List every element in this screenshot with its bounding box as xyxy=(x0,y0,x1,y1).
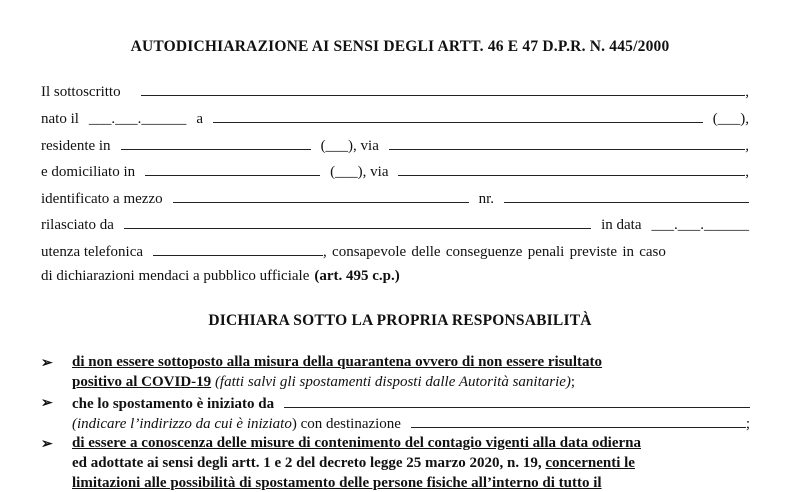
nato-label: nato il xyxy=(41,111,79,127)
rilasciato-label: rilasciato da xyxy=(41,217,114,233)
comma: , xyxy=(745,164,749,180)
issuer-blank[interactable] xyxy=(124,215,591,229)
residenza-row xyxy=(41,136,749,156)
birth-date-blank[interactable]: ___.___.______ xyxy=(88,111,187,127)
bullet2-line1 xyxy=(72,394,750,413)
domicile-province-via: (___), via xyxy=(330,164,389,180)
document-type-blank[interactable] xyxy=(173,189,469,203)
document-number-blank[interactable] xyxy=(504,189,749,203)
bullet3-decree: ed adottate ai sensi degli artt. 1 e 2 del decreto legge 25 marzo 2020, n. 19, xyxy=(72,455,542,471)
bullet2-line2 xyxy=(72,414,750,433)
in-data-label: in data xyxy=(601,217,642,233)
birth-province-blank[interactable]: (___), xyxy=(712,111,749,127)
nr-label: nr. xyxy=(478,191,495,207)
origin-address-blank[interactable] xyxy=(284,394,750,408)
bullet3-line1: di essere a conoscenza delle misure di contenimento del contagio vigenti alla data odierna xyxy=(72,435,641,451)
consapevole-text: , consapevole delle conseguenze penali previste in caso xyxy=(323,244,666,260)
issue-date-blank[interactable]: ___.___.______ xyxy=(651,217,749,233)
identificazione-row xyxy=(41,189,749,209)
bullet1-note: (fatti salvi gli spostamenti disposti dalle Autorità sanitarie) xyxy=(214,374,571,390)
birth-place-blank[interactable] xyxy=(213,109,703,123)
residence-province-via: (___), via xyxy=(320,138,379,154)
mendaci-row xyxy=(41,268,749,288)
comma: , xyxy=(745,138,749,154)
bullet3-line3: limitazioni alle possibilità di spostamento delle persone fisiche all’interno di tutto il xyxy=(72,475,602,491)
bullet2-end: ; xyxy=(745,416,750,432)
bullet2-origin-label: che lo spostamento è iniziato da xyxy=(72,396,275,412)
domiciliato-label: e domiciliato in xyxy=(41,164,136,180)
arrow-bullet-icon: ➢ xyxy=(41,356,53,371)
domicile-city-blank[interactable] xyxy=(145,162,320,176)
rilascio-row xyxy=(41,215,749,235)
bullet3-concernenti: concernenti le xyxy=(545,455,635,471)
sottoscritto-label: Il sottoscritto xyxy=(41,84,121,100)
residence-city-blank[interactable] xyxy=(121,136,311,150)
telefono-row xyxy=(41,242,749,262)
identificato-label: identificato a mezzo xyxy=(41,191,163,207)
document-title: AUTODICHIARAZIONE AI SENSI DEGLI ARTT. 46 E 47 D.P.R. N. 445/2000 xyxy=(130,38,670,55)
declaration-heading: DICHIARA SOTTO LA PROPRIA RESPONSABILITÀ xyxy=(208,312,592,329)
domicile-street-blank[interactable] xyxy=(398,162,745,176)
art-reference: (art. 495 c.p.) xyxy=(314,268,400,284)
bullet2-indicate: (indicare l’indirizzo da cui è iniziato xyxy=(72,416,292,432)
a-label: a xyxy=(196,111,204,127)
bullet2-destination-label: ) con destinazione xyxy=(291,416,401,432)
destination-blank[interactable] xyxy=(411,414,746,428)
sottoscritto-row xyxy=(41,82,749,102)
residence-street-blank[interactable] xyxy=(389,136,745,150)
bullet1-line1: di non essere sottoposto alla misura della quarantena ovvero di non essere risultato xyxy=(72,354,603,370)
bullet1-covid: positivo al COVID-19 xyxy=(72,374,212,390)
arrow-bullet-icon: ➢ xyxy=(41,396,53,411)
nascita-row xyxy=(41,109,749,129)
phone-blank[interactable] xyxy=(153,242,323,256)
residente-label: residente in xyxy=(41,138,111,154)
bullet1-end: ; xyxy=(570,374,576,390)
arrow-bullet-icon: ➢ xyxy=(41,437,53,452)
comma: , xyxy=(745,84,749,100)
utenza-label: utenza telefonica xyxy=(41,244,144,260)
mendaci-text: di dichiarazioni mendaci a pubblico ufficiale xyxy=(41,268,310,284)
domicilio-row xyxy=(41,162,749,182)
bullet3-line2 xyxy=(72,455,750,472)
bullet1-line2 xyxy=(72,374,750,391)
sottoscritto-blank[interactable] xyxy=(141,82,746,96)
